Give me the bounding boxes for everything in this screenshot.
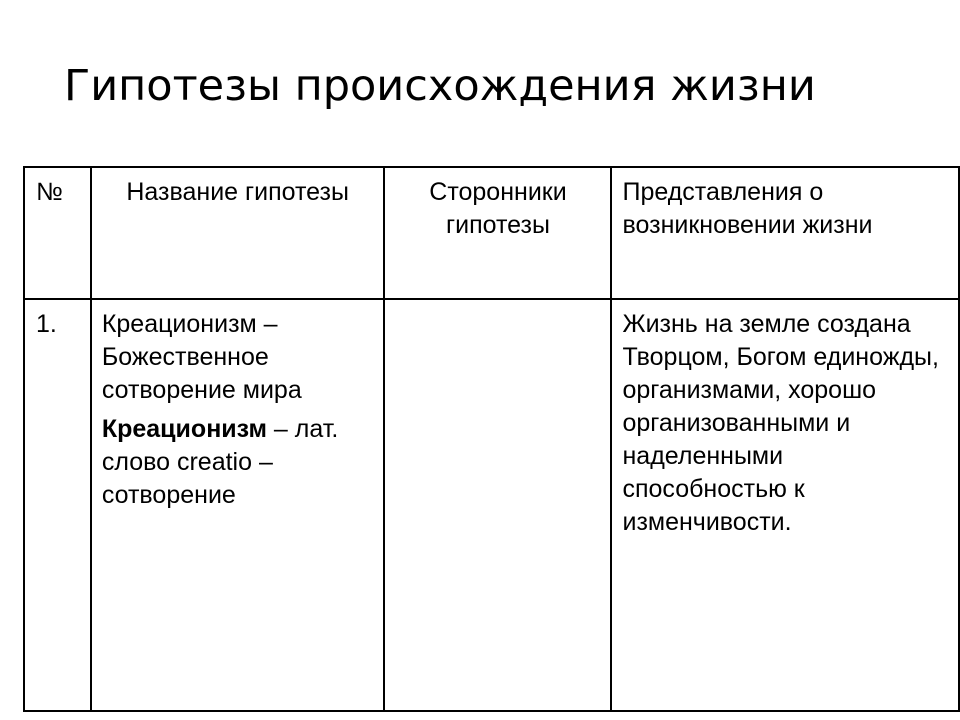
term-rest: – лат. слово creatio – сотворение: [101, 415, 339, 509]
page-title: Гипотезы происхождения жизни: [64, 61, 816, 111]
header-supporters: Сторонники гипотезы: [384, 167, 611, 299]
table-header-row: [24, 167, 959, 299]
row-supporters: [384, 299, 611, 711]
header-num: №: [24, 167, 91, 299]
row-name-text: Креационизм – Божественное сотворение мира: [101, 310, 302, 404]
row-num: 1.: [24, 299, 91, 711]
header-ideas: Представления о возникновении жизни: [611, 167, 959, 299]
row-name-cell: [91, 299, 385, 711]
table-row: [24, 299, 959, 711]
term-bold: Креационизм: [101, 415, 267, 443]
row-ideas: Жизнь на земле создана Творцом, Богом единожды, организмами, хорошо организованными и наделенными способностью к изменчивости.: [611, 299, 959, 711]
header-name: Название гипотезы: [91, 167, 385, 299]
row-term-definition: [102, 413, 376, 512]
hypotheses-table: [23, 166, 960, 712]
